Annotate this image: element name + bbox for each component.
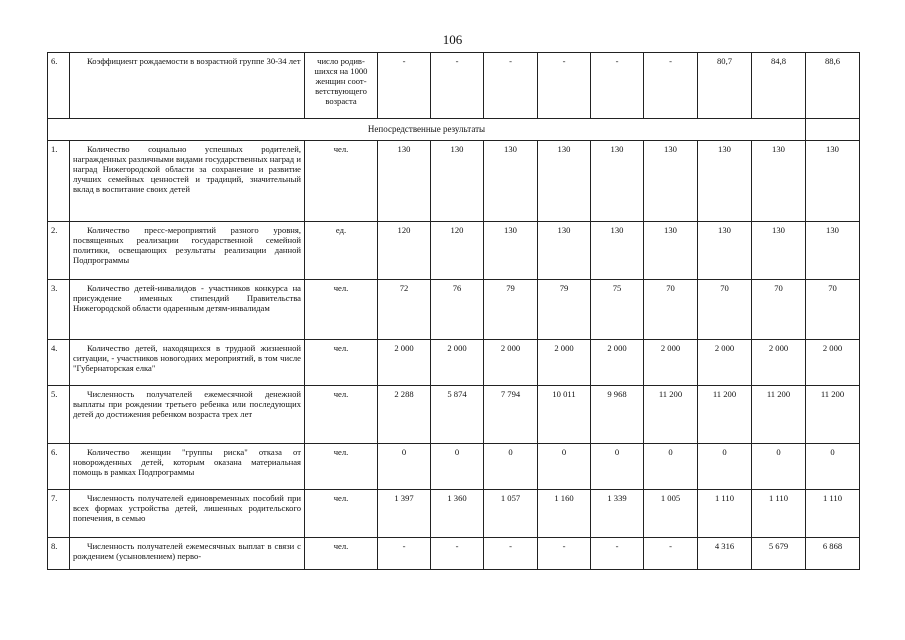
- value-cell: 130: [644, 221, 698, 279]
- value-cell: 10 011: [538, 385, 591, 443]
- value-cell: 5 874: [431, 385, 484, 443]
- table-row: [48, 489, 860, 537]
- value-cell: 130: [752, 221, 806, 279]
- value-cell: 7 794: [484, 385, 538, 443]
- value-cell: 1 110: [698, 489, 752, 537]
- value-cell: 84,8: [752, 53, 806, 119]
- indicator-name: Количество детей, находящихся в трудной жизненной ситуации, - участников новогодних мероприятий, в том числе "Губернаторская елка": [70, 339, 305, 385]
- row-number: 3.: [48, 279, 70, 339]
- value-cell: 130: [752, 140, 806, 221]
- row-number: 5.: [48, 385, 70, 443]
- value-cell: 76: [431, 279, 484, 339]
- value-cell: 130: [591, 221, 644, 279]
- value-cell: 130: [698, 140, 752, 221]
- value-cell: 2 288: [378, 385, 431, 443]
- value-cell: -: [538, 53, 591, 119]
- value-cell: 2 000: [431, 339, 484, 385]
- table-row: [48, 279, 860, 339]
- value-cell: 0: [431, 443, 484, 489]
- row-number: 4.: [48, 339, 70, 385]
- value-cell: 1 160: [538, 489, 591, 537]
- value-cell: 120: [378, 221, 431, 279]
- value-cell: -: [378, 53, 431, 119]
- value-cell: 0: [378, 443, 431, 489]
- value-cell: 130: [591, 140, 644, 221]
- value-cell: 75: [591, 279, 644, 339]
- table-row: [48, 339, 860, 385]
- value-cell: 0: [806, 443, 860, 489]
- value-cell: 130: [538, 221, 591, 279]
- value-cell: 2 000: [698, 339, 752, 385]
- value-cell: 130: [431, 140, 484, 221]
- value-cell: 130: [378, 140, 431, 221]
- value-cell: 120: [431, 221, 484, 279]
- value-cell: -: [431, 53, 484, 119]
- value-cell: 70: [698, 279, 752, 339]
- table-row: [48, 53, 860, 119]
- value-cell: -: [538, 537, 591, 569]
- page-number: 106: [442, 32, 463, 47]
- row-number: 6.: [48, 53, 70, 119]
- value-cell: -: [591, 537, 644, 569]
- value-cell: 5 679: [752, 537, 806, 569]
- value-cell: 70: [644, 279, 698, 339]
- unit-cell: чел.: [305, 537, 378, 569]
- value-cell: 1 057: [484, 489, 538, 537]
- value-cell: 9 968: [591, 385, 644, 443]
- value-cell: 0: [484, 443, 538, 489]
- unit-cell: число родив-шихся на 1000 женщин соот-ветствующего возраста: [305, 53, 378, 119]
- section-empty-cell: [806, 119, 860, 141]
- value-cell: 130: [484, 140, 538, 221]
- unit-cell: чел.: [305, 443, 378, 489]
- value-cell: -: [644, 537, 698, 569]
- value-cell: 70: [752, 279, 806, 339]
- value-cell: 2 000: [378, 339, 431, 385]
- value-cell: 130: [806, 140, 860, 221]
- value-cell: 2 000: [644, 339, 698, 385]
- row-number: 8.: [48, 537, 70, 569]
- value-cell: 72: [378, 279, 431, 339]
- value-cell: -: [484, 53, 538, 119]
- unit-cell: чел.: [305, 339, 378, 385]
- value-cell: 130: [484, 221, 538, 279]
- value-cell: 80,7: [698, 53, 752, 119]
- value-cell: 4 316: [698, 537, 752, 569]
- value-cell: 11 200: [806, 385, 860, 443]
- table-row: [48, 385, 860, 443]
- row-number: 1.: [48, 140, 70, 221]
- indicator-name: Количество детей-инвалидов - участников конкурса на присуждение именных стипендий Правительства Нижегородской области одаренным детям-инвалидам: [70, 279, 305, 339]
- value-cell: 1 110: [752, 489, 806, 537]
- value-cell: 2 000: [752, 339, 806, 385]
- section-row: [48, 119, 860, 141]
- table-row: [48, 537, 860, 569]
- value-cell: 0: [644, 443, 698, 489]
- indicator-name: Численность получателей единовременных пособий при всех формах устройства детей, лишенных родительского попечения, в семью: [70, 489, 305, 537]
- value-cell: 79: [538, 279, 591, 339]
- value-cell: 11 200: [644, 385, 698, 443]
- value-cell: 130: [698, 221, 752, 279]
- value-cell: 0: [698, 443, 752, 489]
- indicators-table: [47, 52, 860, 570]
- row-number: 7.: [48, 489, 70, 537]
- row-number: 2.: [48, 221, 70, 279]
- value-cell: 2 000: [806, 339, 860, 385]
- indicator-name: Численность получателей ежемесячной денежной выплаты при рождении третьего ребенка или последующих детей до достижения ребенком возраста трех лет: [70, 385, 305, 443]
- unit-cell: ед.: [305, 221, 378, 279]
- indicator-name: Количество социально успешных родителей, награжденных различными видами государственных наград и наград Нижегородской области за сохранение и развитие лучших семейных ценностей и традиций, значительный вклад в воспитание своих детей: [70, 140, 305, 221]
- indicator-name: Количество пресс-мероприятий разного уровня, посвященных реализации государственной семейной политики, освещающих результаты реализации данной Подпрограммы: [70, 221, 305, 279]
- row-number: 6.: [48, 443, 70, 489]
- value-cell: 1 397: [378, 489, 431, 537]
- value-cell: 79: [484, 279, 538, 339]
- indicator-name: Численность получателей ежемесячных выплат в связи с рождением (усыновлением) перво-: [70, 537, 305, 569]
- unit-cell: чел.: [305, 279, 378, 339]
- value-cell: 0: [538, 443, 591, 489]
- value-cell: -: [644, 53, 698, 119]
- value-cell: 88,6: [806, 53, 860, 119]
- table-row: [48, 221, 860, 279]
- value-cell: -: [431, 537, 484, 569]
- unit-cell: чел.: [305, 140, 378, 221]
- value-cell: 130: [538, 140, 591, 221]
- value-cell: 1 110: [806, 489, 860, 537]
- value-cell: -: [484, 537, 538, 569]
- value-cell: 0: [752, 443, 806, 489]
- value-cell: 6 868: [806, 537, 860, 569]
- value-cell: 70: [806, 279, 860, 339]
- value-cell: -: [378, 537, 431, 569]
- value-cell: 0: [591, 443, 644, 489]
- value-cell: 2 000: [484, 339, 538, 385]
- value-cell: 1 360: [431, 489, 484, 537]
- unit-cell: чел.: [305, 385, 378, 443]
- indicator-name: Количество женщин "группы риска" отказа от новорожденных детей, которым оказана материальная помощь в рамках Подпрограммы: [70, 443, 305, 489]
- indicator-name: Коэффициент рождаемости в возрастной группе 30-34 лет: [70, 53, 305, 119]
- section-title: Непосредственные результаты: [48, 119, 806, 141]
- value-cell: 11 200: [698, 385, 752, 443]
- value-cell: 1 005: [644, 489, 698, 537]
- table-row: [48, 140, 860, 221]
- value-cell: 2 000: [538, 339, 591, 385]
- value-cell: 1 339: [591, 489, 644, 537]
- table-row: [48, 443, 860, 489]
- unit-cell: чел.: [305, 489, 378, 537]
- value-cell: 130: [644, 140, 698, 221]
- value-cell: 130: [806, 221, 860, 279]
- value-cell: -: [591, 53, 644, 119]
- value-cell: 2 000: [591, 339, 644, 385]
- value-cell: 11 200: [752, 385, 806, 443]
